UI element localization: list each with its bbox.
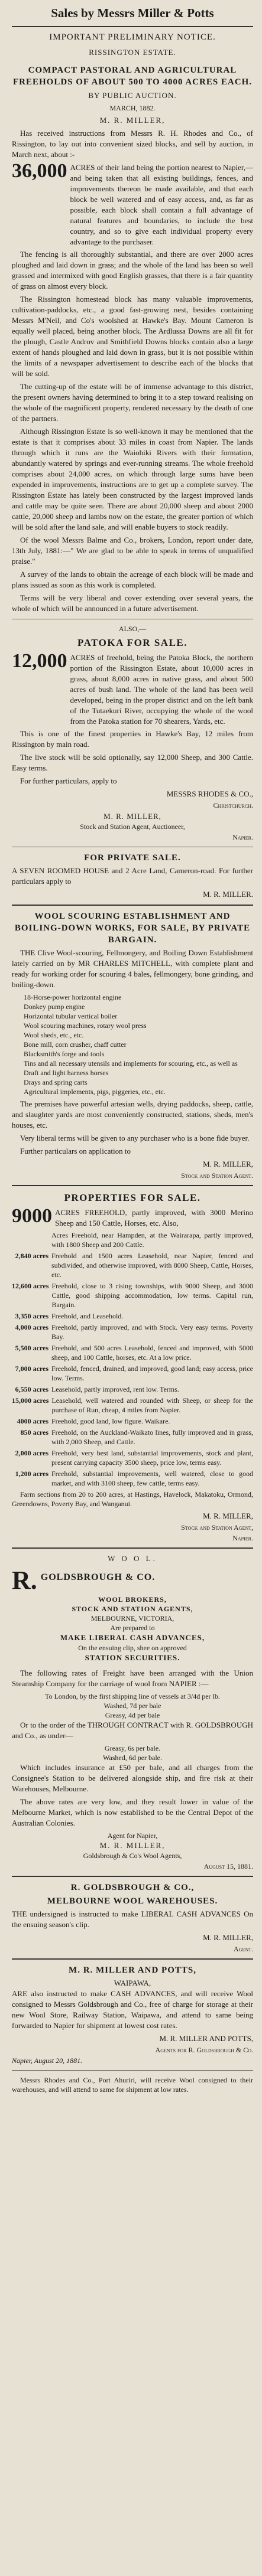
agent-description: Goldsbrough & Co's Wool Agents,	[83, 1852, 182, 1860]
signature: M. R. MILLER,	[203, 1511, 253, 1520]
signature-title: Stock and Station Agent,	[181, 1523, 253, 1532]
estate-name: RISSINGTON ESTATE.	[89, 48, 176, 57]
properties-title: PROPERTIES FOR SALE.	[64, 1192, 201, 1203]
divider	[12, 1547, 253, 1549]
wool-heading: W O O L.	[108, 1554, 157, 1563]
list-item: Bone mill, corn crusher, chaff cutter	[24, 1040, 127, 1049]
property-acres	[12, 1230, 48, 1249]
paragraph: A survey of the lands to obtain the acreage of each block will be made and plans issued as soon as this work is completed.	[12, 570, 253, 589]
freight-line: Greasy, 4d per bale	[105, 1711, 160, 1719]
lead-property	[12, 1207, 253, 1229]
patoka-title: PATOKA FOR SALE.	[77, 637, 187, 648]
property-item	[12, 1311, 253, 1321]
ad-date: Napier, August 20, 1881.	[12, 2056, 83, 2065]
signature: M. R. MILLER,	[203, 1933, 253, 1942]
paragraph: The above rates are very low, and they result lower in value of the Melbourne Market, which is now established to be the Central Depot of the Australian Colonies.	[12, 1797, 253, 1827]
agent-name: M. R. MILLER,	[99, 1841, 166, 1850]
firm-line: STATION SECURITIES.	[85, 1653, 180, 1662]
waipawa-title: WAIPAWA,	[114, 1978, 151, 1987]
paragraph: The following rates of Freight have been arranged with the Union Steamship Company for the carriage of wool from NAPIER :—	[12, 1669, 253, 1688]
divider	[12, 1876, 253, 1877]
notice-title: IMPORTANT PRELIMINARY NOTICE.	[49, 32, 216, 42]
divider	[12, 26, 253, 27]
property-item	[12, 1230, 253, 1249]
paragraph: Of the wool Messrs Balme and Co., brokers, London, report under date, 13th July, 1881:—" We are glad to be able to speak in terms of unqualified praise."	[12, 536, 253, 566]
property-acres: 5,500 acres	[15, 1344, 48, 1352]
list-item: Horizontal tubular vertical boiler	[24, 1012, 118, 1020]
property-text: Leasehold, partly improved, rent low. Terms.	[51, 1385, 179, 1393]
divider	[12, 1958, 253, 1960]
property-item	[12, 1364, 253, 1383]
paragraph: Very liberal terms will be given to any purchaser who is a bone fide buyer.	[20, 1134, 250, 1142]
property-text: Freehold, on the Auckland-Waikato lines, fully improved and in grass, with 2,000 Sheep, and Cattle.	[51, 1428, 253, 1446]
property-acres: 12,600 acres	[12, 1282, 49, 1290]
agent-location: Christchurch.	[213, 801, 253, 809]
acres-number: 12,000	[12, 650, 67, 672]
footer-notice: Messrs Rhodes and Co., Port Ahuriri, will receive Wool consigned to their warehouses, and will attend to same for shipment at low rates.	[12, 2076, 253, 2094]
paragraph: ARE also instructed to make CASH ADVANCES, and will receive Wool consigned to Messrs Goldsbrough and Co., free of charge for storage at their new Wool Store, Railway Station, Waipawa, and attend to same being forwarded to Napier for shipment at lowest cost rates.	[12, 1989, 253, 2030]
agent-description: Stock and Station Agent, Auctioneer,	[80, 822, 185, 831]
acres-number: 9000	[12, 1205, 52, 1227]
property-text: Leasehold, well watered and rounded with Sheep, or sheep for the purchase of Run, cheap, 4 miles from Napier.	[51, 1396, 253, 1414]
paragraph: Farm sections from 20 to 200 acres, at Hastings, Havelock, Makatoku, Ormond, Greendowns, Poverty Bay, and Wanganui.	[12, 1490, 253, 1508]
property-item	[12, 1428, 253, 1447]
intro-text: Has received instructions from Messrs R. H. Rhodes and Co., of Rissington, to lay out into convenient sized blocks, and sell by auction, in March next, about :-	[12, 129, 253, 159]
warehouses-title: MELBOURNE WOOL WAREHOUSES.	[47, 1896, 218, 1906]
property-item	[12, 1469, 253, 1488]
list-item: 18-Horse-power horizontal engine	[24, 993, 122, 1001]
private-sale-title: FOR PRIVATE SALE.	[84, 853, 181, 863]
list-item: Tins and all necessary utensils and implements for scouring, etc., as well as	[24, 1059, 238, 1067]
property-text: Acres Freehold, near Hampden, at the Wairarapa, partly improved, with 1800 Sheep and 200 Cattle.	[51, 1231, 253, 1249]
list-item: Blacksmith's forge and tools	[24, 1050, 105, 1058]
firm-line: MAKE LIBERAL CASH ADVANCES,	[60, 1633, 205, 1642]
firm-line: On the ensuing clip, shee on approved	[78, 1644, 187, 1652]
firm-name: GOLDSBROUGH & CO.	[40, 1572, 156, 1582]
paragraph: The premises have powerful artesian wells, drying paddocks, sheep, cattle, and slaughter yards are most conveniently constructed, stations, sheds, men's houses, etc.	[12, 1099, 253, 1129]
divider	[12, 905, 253, 906]
list-item: Drays and spring carts	[24, 1078, 88, 1086]
ad-date: August 15, 1881.	[203, 1862, 253, 1870]
paragraph: Terms will be very liberal and cover extending over several years, the whole of which will be announced in a future advertisement.	[12, 593, 253, 613]
property-item	[12, 1343, 253, 1362]
property-text: Freehold, very best land, substantial improvements, stock and plant, present carrying capacity 3500 sheep, price low, terms easy.	[51, 1449, 253, 1467]
property-item	[12, 1251, 253, 1279]
list-item: Draft and light harness horses	[24, 1069, 109, 1077]
goldsbrough-title: R. GOLDSBROUGH & CO.,	[70, 1883, 195, 1892]
freight-line: To London, by the first shipping line of vessels at 3/4d per lb.	[45, 1692, 220, 1700]
freight-line: Washed, 6d per bale.	[103, 1754, 162, 1762]
property-item	[12, 1416, 253, 1426]
property-text: Freehold, fenced, drained, and improved, good land; easy access, price low. Terms.	[51, 1364, 253, 1382]
signature: M. R. MILLER,	[203, 1160, 253, 1168]
property-item	[12, 1385, 253, 1394]
signature-title: Stock and Station Agent.	[181, 1171, 253, 1180]
property-text: Freehold and 1500 acres Leasehold, near Napier, fenced and subdivided, and otherwise improved, with 8000 Sheep, Cattle, Horses, etc.	[51, 1252, 253, 1279]
list-item: Donkey pump engine	[24, 1003, 85, 1011]
property-item	[12, 1323, 253, 1341]
property-acres: 2,840 acres	[15, 1252, 48, 1260]
property-item	[12, 1448, 253, 1467]
firm-line: WOOL BROKERS,	[98, 1595, 167, 1604]
signature: M. R. MILLER.	[203, 890, 253, 899]
freight-line: Washed, 7d per bale	[103, 1702, 161, 1710]
agent-name: M. R. MILLER,	[103, 812, 161, 821]
property-text: Freehold, good land, low figure. Waikare.	[51, 1417, 170, 1425]
firm-block	[12, 1566, 253, 1595]
signature-title: Agent.	[234, 1945, 253, 1953]
property-acres: 1,200 acres	[15, 1470, 48, 1478]
auction-line: BY PUBLIC AUCTION.	[88, 91, 177, 100]
wool-scouring-title: WOOL SCOURING ESTABLISHMENT AND BOILING-DOWN WORKS, FOR SALE, BY PRIVATE BARGAIN.	[14, 912, 251, 945]
property-item	[12, 1396, 253, 1415]
property-text: Freehold, substantial improvements, well watered, close to good market, and with 3100 sheep, few cattle, terms easy.	[51, 1470, 253, 1487]
property-acres: 3,350 acres	[15, 1312, 48, 1320]
compact-freeholds: COMPACT PASTORAL AND AGRICULTURAL FREEHOLDS OF ABOUT 500 TO 4000 ACRES EACH.	[12, 66, 253, 87]
signature-location: Napier.	[232, 1534, 253, 1542]
paragraph: THE Clive Wool-scouring, Fellmongery, and Boiling Down Establishment lately carried on by MR CHARLES MITCHELL, with complete plant and ready for working order for scouring 4 bales, fellmongery, bone grinding, and boiling-down.	[12, 948, 253, 989]
property-acres: 6,550 acres	[15, 1385, 48, 1393]
paragraph: This is one of the finest properties in Hawke's Bay, 12 miles from Rissington by main road.	[12, 729, 253, 749]
paragraph: The fencing is all thoroughly substantial, and there are over 2000 acres ploughed and laid down in grass; and the whole of the land has been so well grassed and intermixed with good English grasses, that there is a fair quantity of grass on almost every block.	[12, 250, 253, 290]
list-item: Wool sheds, etc., etc.	[24, 1031, 84, 1039]
firm-line: Are prepared to	[110, 1624, 155, 1632]
paragraph: THE undersigned is instructed to make LIBERAL CASH ADVANCES On the ensuing season's clip.	[12, 1909, 253, 1929]
property-acres: 4,000 acres	[15, 1323, 48, 1331]
signature: M. R. MILLER AND POTTS,	[159, 2034, 253, 2043]
list-item: Agricultural implements, pigs, piggeries, etc., etc.	[24, 1088, 166, 1096]
firm-initial: R.	[12, 1566, 37, 1595]
property-acres: 850 acres	[20, 1428, 48, 1436]
paragraph: Although Rissington Estate is so well-known it may be mentioned that the estate is that it comprises about 33 miles in coast from Napier. The lands through which it runs are the Waiohiki Rivers with their formation, abundantly watered by springs and ever-running streams. The whole freehold comprises about 24,000 acres, on which through large sums have been expended in improvements, instructions are to get up a complete survey. The Rissington Estate has lately been constructed by the largest improved lands and cattle may be quite seen. There are about 20,000 sheep and about 2000 cattle, 20,000 sheep and lambs now on the estate, the greater portion of which will be sold after the land sale, and will enable buyers to stock readily.	[12, 427, 253, 531]
acres-description: ACRES FREEHOLD, partly improved, with 3000 Merino Sheep and 150 Cattle, Horses, etc. Also,	[55, 1208, 253, 1227]
property-acres: 7,000 acres	[15, 1364, 48, 1373]
property-acres: 4000 acres	[17, 1417, 48, 1425]
agent-location: Napier.	[232, 833, 253, 841]
property-acres: 2,000 acres	[15, 1449, 48, 1457]
auction-month: MARCH, 1882.	[109, 104, 156, 112]
plant-list	[24, 992, 253, 1096]
paragraph: Further particulars on application to	[20, 1147, 131, 1155]
paragraph: For further particulars, apply to	[20, 776, 117, 785]
paragraph: Which includes insurance at £50 per bale, and all charges from the Consignee's Station to be delivered alongside ship, and fire risk at their Warehouses, Melbourne.	[12, 1763, 253, 1793]
property-text: Freehold, and 500 acres Leasehold, fenced and improved, with 5000 sheep, and 100 Cattle, horses, etc. At a low price.	[51, 1344, 253, 1362]
paragraph: A SEVEN ROOMED HOUSE and 2 Acre Land, Cameron-road. For further particulars apply to	[12, 866, 253, 886]
acres-description: ACRES of freehold, being the Patoka Block, the northern portion of the Rissington Estate, about 10,000 acres in grass, about 8,000 acres in native grass, and about 500 acres of bush land. The whole of the land has been well developed, being in the proper district and on the left bank of the Tutaekuri River, occupying the whole of the wool from the Patoka station for 70 shearers, Yards, etc.	[70, 653, 253, 726]
property-text: Freehold, and Leasehold.	[51, 1312, 124, 1320]
firm-line: STOCK AND STATION AGENTS,	[72, 1605, 193, 1613]
divider	[12, 1185, 253, 1186]
acres-number: 36,000	[12, 160, 67, 182]
paragraph: Or to the order of the THROUGH CONTRACT with R. GOLDSBROUGH and Co., as under—	[12, 1720, 253, 1740]
signature-title: Agents for R. Goldsbrough & Co.	[155, 2046, 253, 2054]
header-sales: Sales by Messrs Miller & Potts	[51, 6, 214, 20]
agent-label: Agent for Napier,	[107, 1831, 158, 1840]
property-acres: 15,000 acres	[12, 1396, 49, 1405]
property-text: Freehold, partly improved, and with Stock. Very easy terms. Poverty Bay.	[51, 1323, 253, 1341]
agent-name: MESSRS RHODES & CO.,	[166, 789, 253, 798]
freight-line: Greasy, 6s per bale.	[104, 1744, 161, 1752]
paragraph: The cutting-up of the estate will be of immense advantage to this district, the present owners having determined to bring it to a step toward realising on the whole of the magnificent property, rendered necessary by the death of one of the partners.	[12, 382, 253, 423]
property-text: Freehold, close to 3 rising townships, with 9000 Sheep, and 3000 Cattle, good shipping accommodation, low terms. Capital run, Bargain.	[51, 1282, 253, 1309]
also-label: ALSO,—	[118, 625, 147, 633]
list-item: Wool scouring machines, rotary wool press	[24, 1021, 147, 1030]
divider	[12, 2070, 253, 2071]
firm-line: MELBOURNE, VICTORIA,	[90, 1614, 174, 1622]
patoka-acres-block	[12, 652, 253, 727]
auctioneer-name: M. R. MILLER,	[99, 116, 166, 125]
acres-description: ACRES of their land being the portion nearest to Napier,—and being taken that all existing buildings, fences, and improvements thereon be made available, and that each block be well watered and of easy access, and, as far as possible, each block shall contain a full advantage of natural features and boundaries, to include the best country, and so to give each individual property every advantage to the purchaser.	[70, 163, 253, 246]
property-item	[12, 1281, 253, 1310]
acres-block	[12, 162, 253, 247]
paragraph: The live stock will be sold optionally, say 12,000 Sheep, and 300 Cattle. Easy terms.	[12, 753, 253, 772]
paragraph: The Rissington homestead block has many valuable improvements, cultivation-paddocks, etc., a good fast-growing nest, besides containing Messrs M'Neil, and Co's woolshed at Hawke's Bay. Mount Cameron is equally well placed, being another block. The Ardlussa Downs are all fit for the plough, Castle Androv and Smithfield Downs blocks contain also a large extent of hands ploughed and laid down in grass, but it is not possible within the limits of a newspaper advertisement to describe each of the blocks that will be sold.	[12, 295, 253, 378]
miller-potts-title: M. R. MILLER AND POTTS,	[69, 1966, 196, 1975]
